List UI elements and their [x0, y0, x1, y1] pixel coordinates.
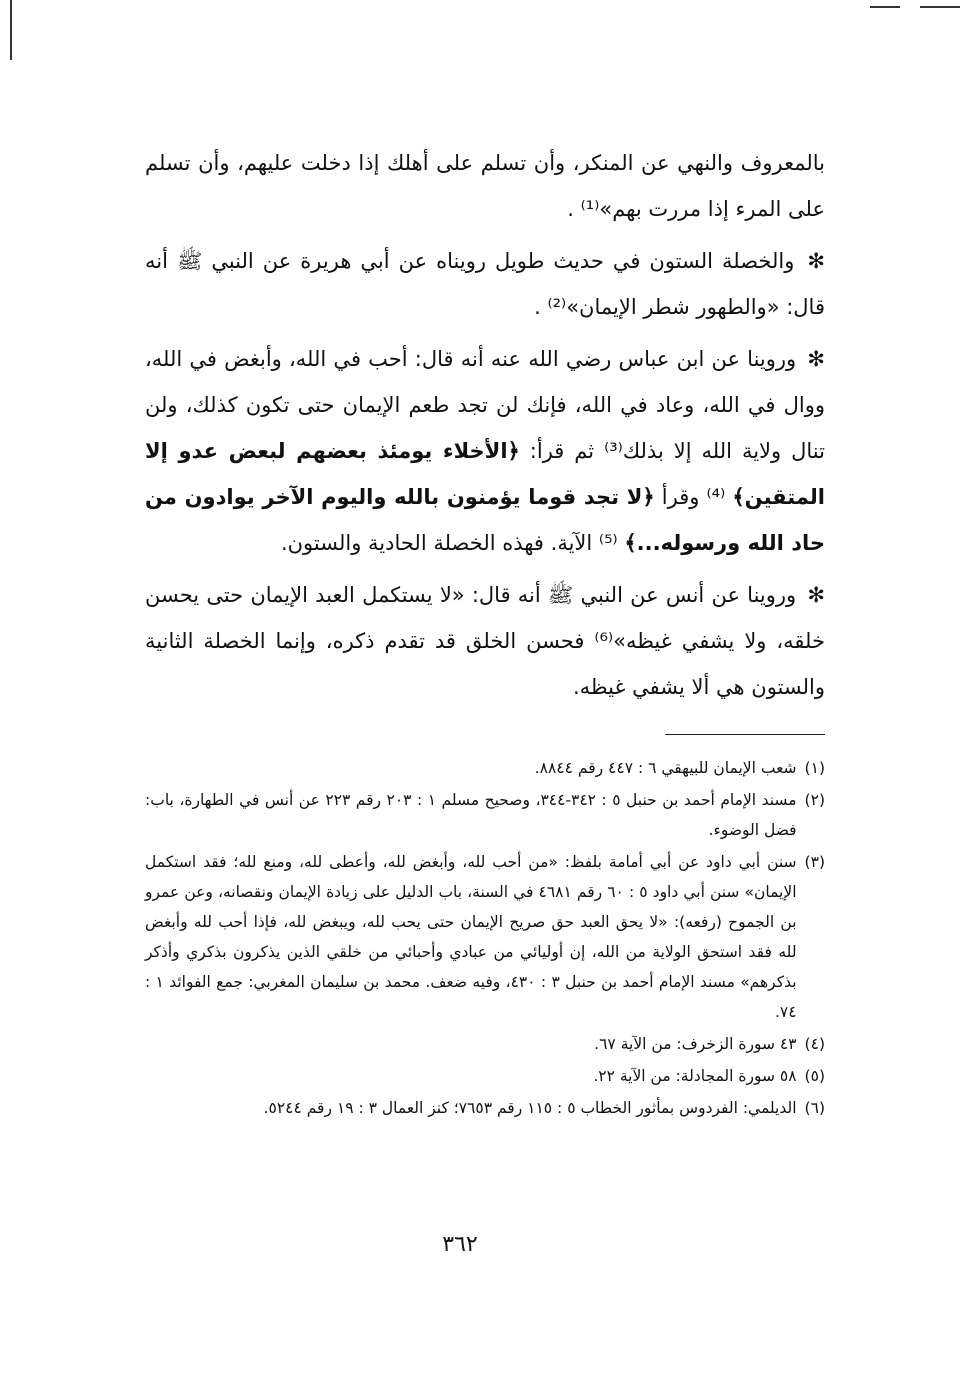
scan-top-mark — [920, 6, 960, 8]
footnote-number: (٣) — [804, 853, 825, 871]
footnote-text: ٤٣ سورة الزخرف: من الآية ٦٧. — [594, 1035, 797, 1053]
footnote — [145, 1093, 825, 1123]
footnote — [145, 785, 825, 845]
paragraph-text: وروينا عن أنس عن النبي ﷺ أنه قال: «لا يستكمل العبد الإيمان حتى يحسن خلقه، ولا يشفي غيظه»⁽⁶⁾ فحسن الخلق قد تقدم ذكره، وإنما الخصلة الثانية والستون هي ألا يشفي غيظه. — [145, 583, 825, 699]
footnote-number: (٦) — [804, 1099, 825, 1117]
page-number: ٣٦٢ — [442, 1232, 478, 1257]
star-bullet: ✻ — [807, 583, 825, 607]
footnotes — [145, 753, 825, 1123]
paragraph-1 — [145, 140, 825, 232]
star-bullet: ✻ — [807, 347, 825, 371]
footnote-text: مسند الإمام أحمد بن حنبل ٥ : ٣٤٢-٣٤٤، وصحيح مسلم ١ : ٢٠٣ رقم ٢٢٣ عن أنس في الطهارة، باب: فضل الوضوء. — [145, 791, 797, 839]
quran-verse: ﴿لا تجد قوما يؤمنون بالله واليوم الآخر يوادون من حاد الله ورسوله...﴾ — [145, 485, 825, 555]
footnote-text: شعب الإيمان للبيهقي ٦ : ٤٤٧ رقم ٨٨٤٤. — [534, 759, 797, 777]
paragraph-text: ⁽⁴⁾ وقرأ — [661, 485, 726, 509]
paragraph-3 — [145, 336, 825, 566]
footnote-number: (٤) — [804, 1035, 825, 1053]
paragraph-text: والخصلة الستون في حديث طويل رويناه عن أبي هريرة عن النبي ﷺ أنه قال: «والطهور شطر الإيمان»⁽²⁾ . — [145, 249, 825, 319]
quran-verse: ﴿الأخلاء يومئذ بعضهم لبعض عدو إلا المتقين﴾ — [145, 439, 825, 509]
footnote — [145, 1061, 825, 1091]
footnote-divider — [665, 734, 825, 735]
paragraph-2 — [145, 238, 825, 330]
footnote — [145, 753, 825, 783]
footnote-number: (١) — [804, 759, 825, 777]
paragraph-text: ⁽⁵⁾ الآية. فهذه الخصلة الحادية والستون. — [280, 531, 618, 555]
footnote-number: (٥) — [804, 1067, 825, 1085]
footnote — [145, 1029, 825, 1059]
footnote-number: (٢) — [804, 791, 825, 809]
page-content — [145, 140, 825, 1125]
scan-top-mark — [870, 6, 900, 8]
footnote-text: ٥٨ سورة المجادلة: من الآية ٢٢. — [593, 1067, 797, 1085]
footnote-text: سنن أبي داود عن أبي أمامة بلفظ: «من أحب لله، وأبغض لله، وأعطى لله، ومنع لله؛ فقد استكمل الإيمان» سنن أبي داود ٥ : ٦٠ رقم ٤٦٨١ في السنة، باب الدليل على زيادة الإيمان ونقصانه، وعن عمرو بن الجموح (رفعه): «لا يحق العبد حق صريح الإيمان حتى يحب لله، ويبغض لله، فإذا أحب لله وأبغض لله فقد استحق الولاية من الله، إن أوليائي من عبادي وأحبائي من خلقي الذين يذكرون بذكري وأذكر بذكرهم» مسند الإمام أحمد بن حنبل ٣ : ٤٣٠، وفيه ضعف. محمد بن سليمان المغربي: جمع الفوائد ١ : ٧٤. — [145, 853, 797, 1021]
star-bullet: ✻ — [807, 249, 825, 273]
paragraph-text: بالمعروف والنهي عن المنكر، وأن تسلم على أهلك إذا دخلت عليهم، وأن تسلم على المرء إذا مررت بهم»⁽¹⁾ . — [145, 151, 825, 221]
paragraph-text: وروينا عن ابن عباس رضي الله عنه أنه قال: أحب في الله، وأبغض في الله، ووال في الله، وعاد في الله، فإنك لن تجد طعم الإيمان حتى تكون كذلك، ولن تنال ولاية الله إلا بذلك⁽³⁾ ثم قرأ: — [145, 347, 825, 463]
scan-edge-line — [10, 0, 12, 60]
footnote-text: الديلمي: الفردوس بمأثور الخطاب ٥ : ١١٥ رقم ٧٦٥٣؛ كنز العمال ٣ : ١٩ رقم ٥٢٤٤. — [263, 1099, 797, 1117]
paragraph-4 — [145, 572, 825, 710]
footnote — [145, 847, 825, 1027]
